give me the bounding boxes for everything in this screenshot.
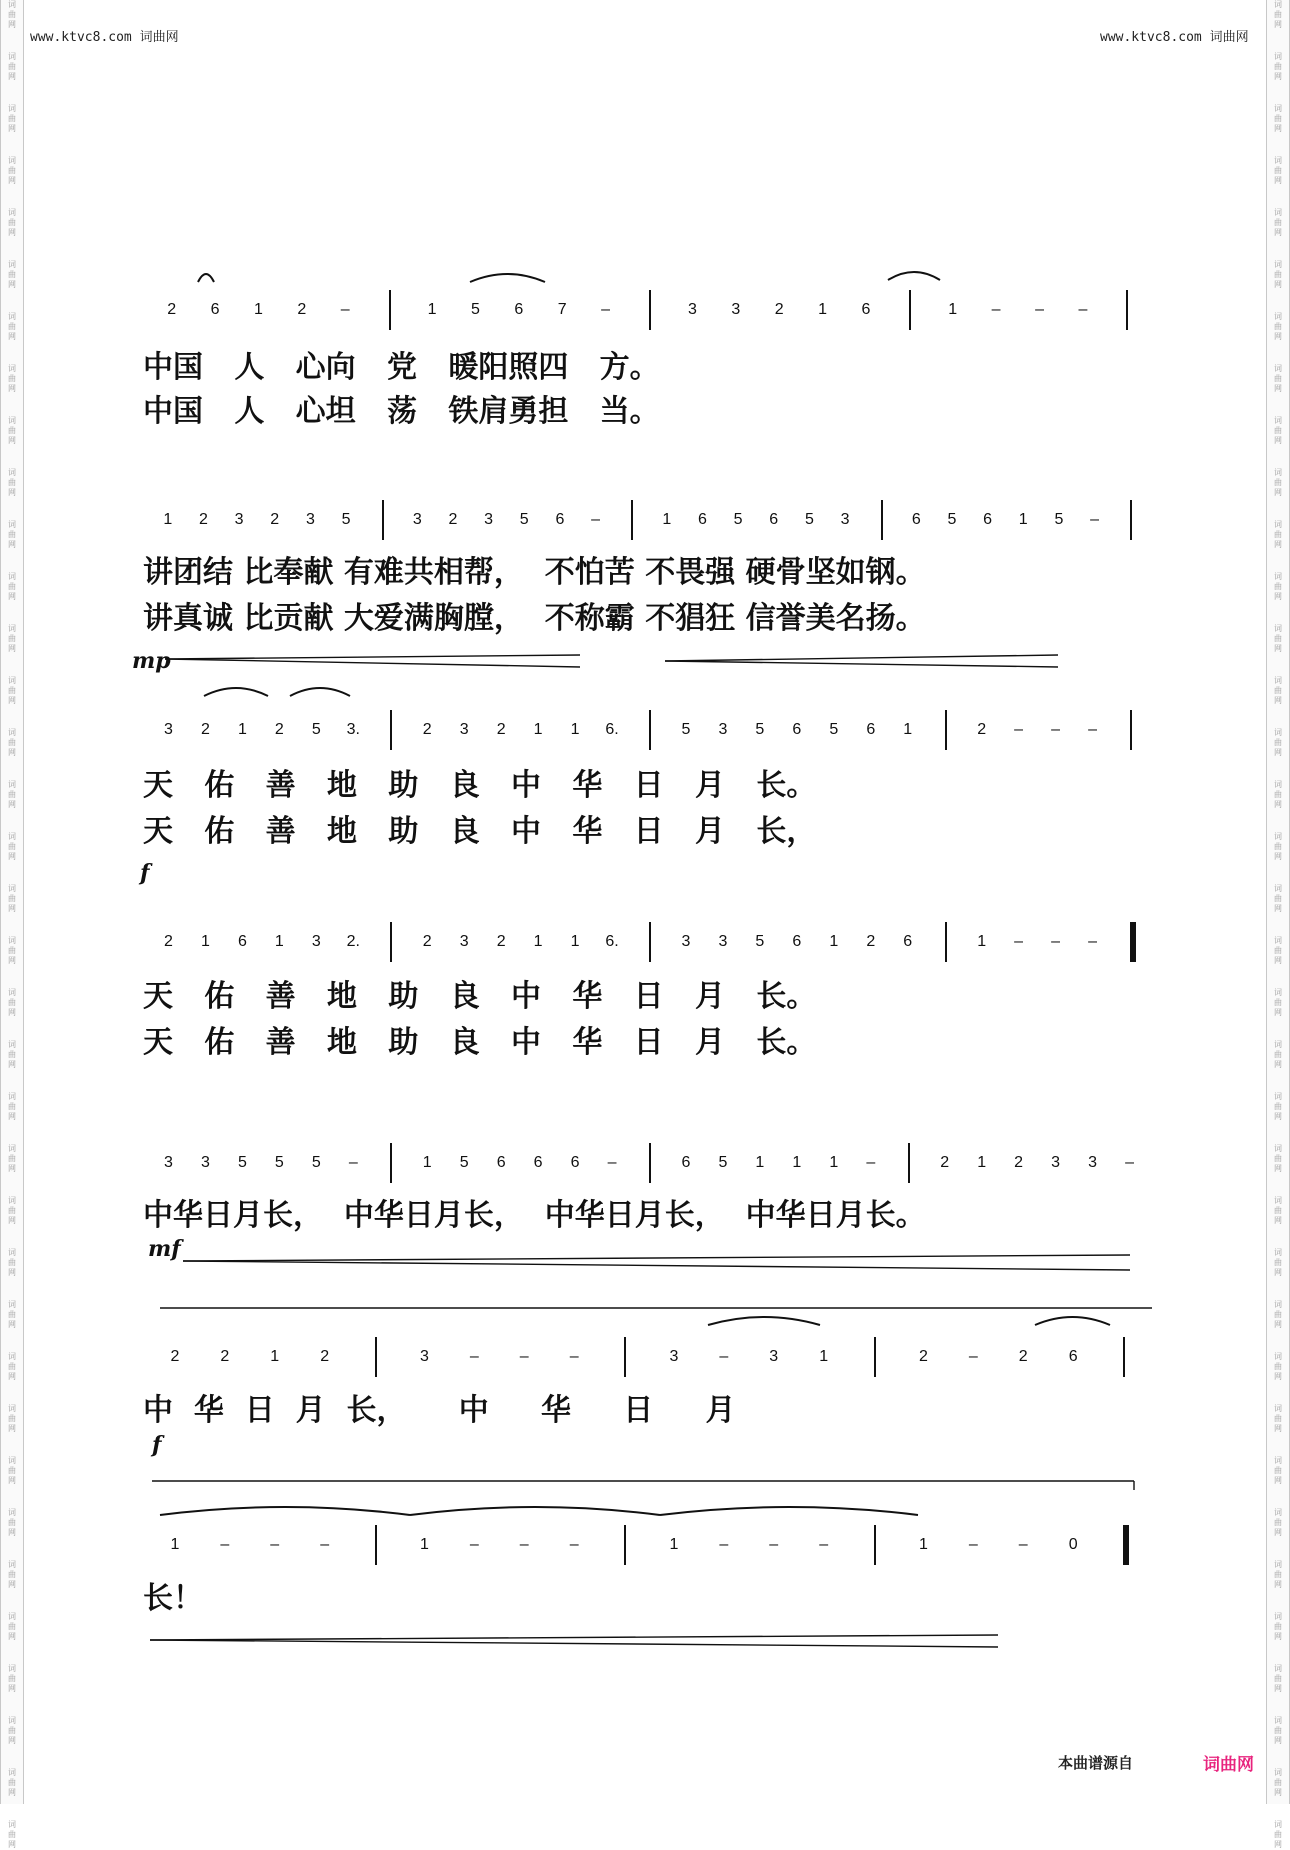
slur-arc — [470, 274, 545, 282]
watermark-text: 词 曲 网 — [1274, 936, 1282, 965]
note: 6 — [792, 933, 802, 950]
note: – — [1014, 721, 1024, 738]
watermark-text: 词 曲 网 — [1274, 208, 1282, 237]
slur-arc — [204, 688, 268, 696]
note: 2 — [200, 721, 210, 738]
note: – — [1035, 301, 1044, 318]
watermark-text: 词 曲 网 — [8, 1664, 16, 1693]
note: 6 — [1068, 1348, 1078, 1365]
watermark-text: 词 曲 网 — [8, 468, 16, 497]
watermark-text: 词 曲 网 — [1274, 468, 1282, 497]
lyric-row-3-verse-2: 天 佑 善 地 助 良 中 华 日 月 长， — [143, 814, 817, 849]
watermark-text: 词 曲 网 — [1274, 1092, 1282, 1121]
note: 6 — [903, 933, 913, 950]
note: 2 — [422, 933, 432, 950]
note: 3 — [484, 511, 494, 528]
note: 6 — [237, 933, 247, 950]
note: – — [769, 1536, 779, 1553]
watermark-text: 词 曲 网 — [1274, 676, 1282, 705]
note: 5 — [804, 511, 814, 528]
note: 2 — [170, 1348, 180, 1365]
note: 5 — [459, 1154, 469, 1171]
watermark-text: 词 曲 网 — [1274, 1248, 1282, 1277]
watermark-text: 词 曲 网 — [8, 936, 16, 965]
note: 2 — [1018, 1348, 1028, 1365]
note: 1 — [819, 1348, 829, 1365]
note: 3 — [234, 511, 244, 528]
note: 1 — [918, 1536, 928, 1553]
watermark-text: 词 曲 网 — [1274, 104, 1282, 133]
note: 1 — [570, 721, 580, 738]
note: 3 — [769, 1348, 779, 1365]
watermark-text: 词 曲 网 — [8, 624, 16, 653]
note: – — [348, 1154, 358, 1171]
note: 6 — [866, 721, 876, 738]
note: 2 — [270, 511, 280, 528]
watermark-text: 词 曲 网 — [8, 728, 16, 757]
watermark-text: 词 曲 网 — [8, 988, 16, 1017]
note: 7 — [557, 301, 567, 318]
note: 2 — [320, 1348, 330, 1365]
note: 3 — [840, 511, 850, 528]
site-header-right: www.ktvc8.com 词曲网 — [1100, 30, 1249, 45]
watermark-text: 词 曲 网 — [1274, 1196, 1282, 1225]
slur-arc — [160, 1507, 410, 1515]
dynamic-mark-f-2: f — [152, 1432, 162, 1458]
note: – — [1018, 1536, 1028, 1553]
note: 3 — [1088, 1154, 1097, 1171]
note: – — [819, 1536, 829, 1553]
watermark-text: 词 曲 网 — [1274, 1456, 1282, 1485]
note: 6 — [496, 1154, 506, 1171]
note: 1 — [1018, 511, 1028, 528]
note: 5 — [718, 1154, 728, 1171]
watermark-text: 词 曲 网 — [1274, 1404, 1282, 1433]
note: 2 — [274, 721, 284, 738]
note: 6 — [792, 721, 802, 738]
note: 1 — [163, 511, 173, 528]
note: 5 — [311, 721, 321, 738]
watermark-text: 词 曲 网 — [1274, 1040, 1282, 1069]
watermark-text: 词 曲 网 — [8, 260, 16, 289]
note: 3 — [669, 1348, 679, 1365]
footer-source-label: 本曲谱源自 — [1058, 1754, 1134, 1772]
watermark-text: 词 曲 网 — [8, 1144, 16, 1173]
note: 5 — [733, 511, 743, 528]
note: 6. — [605, 721, 619, 738]
note: 5 — [681, 721, 691, 738]
note: 3 — [1051, 1154, 1061, 1171]
note: 6 — [514, 301, 524, 318]
watermark-text: 词 曲 网 — [8, 1456, 16, 1485]
note: 3. — [346, 721, 360, 738]
watermark-text: 词 曲 网 — [8, 1820, 16, 1849]
slur-arc — [198, 274, 214, 282]
note: – — [866, 1154, 876, 1171]
dynamic-mark-mf: mf — [148, 1236, 181, 1262]
note: 1 — [669, 1536, 679, 1553]
note: 5 — [1054, 511, 1064, 528]
note: 1 — [903, 721, 913, 738]
watermark-text: 词 曲 网 — [1274, 0, 1282, 29]
watermark-text: 词 曲 网 — [1274, 1716, 1282, 1745]
watermark-text: 词 曲 网 — [1274, 572, 1282, 601]
note: 6 — [769, 511, 779, 528]
note: 3 — [687, 301, 697, 318]
note: 5 — [755, 933, 765, 950]
watermark-text: 词 曲 网 — [1274, 364, 1282, 393]
watermark-text: 词 曲 网 — [8, 1560, 16, 1589]
note: 5 — [311, 1154, 321, 1171]
watermark-text: 词 曲 网 — [8, 1196, 16, 1225]
note: – — [569, 1348, 579, 1365]
note: 3 — [164, 721, 173, 738]
lyric-row-1-verse-1: 中国 人 心向 党 暖阳照四 方。 — [143, 350, 660, 385]
note: 1 — [792, 1154, 802, 1171]
watermark-text: 词 曲 网 — [8, 156, 16, 185]
note: 6 — [861, 301, 871, 318]
note: 1 — [270, 1348, 280, 1365]
note: – — [1051, 933, 1061, 950]
watermark-text: 词 曲 网 — [8, 1092, 16, 1121]
note: 1 — [818, 301, 828, 318]
note: 2 — [977, 721, 987, 738]
note: 2 — [496, 721, 506, 738]
note: – — [1088, 933, 1097, 950]
note: – — [519, 1348, 529, 1365]
note: – — [519, 1536, 529, 1553]
watermark-text: 词 曲 网 — [1274, 884, 1282, 913]
site-header-left: www.ktvc8.com 词曲网 — [30, 30, 179, 45]
note: 3 — [459, 721, 469, 738]
watermark-text: 词 曲 网 — [8, 1352, 16, 1381]
note: – — [569, 1536, 579, 1553]
lyric-row-4-verse-1: 天 佑 善 地 助 良 中 华 日 月 长。 — [143, 979, 817, 1014]
note: – — [719, 1536, 729, 1553]
note: 1 — [254, 301, 263, 318]
watermark-text: 词 曲 网 — [1274, 780, 1282, 809]
note: 1 — [829, 1154, 839, 1171]
note: – — [968, 1536, 978, 1553]
note: 6. — [605, 933, 619, 950]
watermark-text: 词 曲 网 — [8, 884, 16, 913]
note: – — [968, 1348, 978, 1365]
note: – — [607, 1154, 617, 1171]
note: 1 — [662, 511, 672, 528]
note: 5 — [519, 511, 529, 528]
note: 3 — [200, 1154, 210, 1171]
note: – — [591, 511, 600, 528]
note: 1 — [237, 721, 247, 738]
watermark-text: 词 曲 网 — [8, 104, 16, 133]
note: – — [270, 1536, 280, 1553]
watermark-text: 词 曲 网 — [1274, 728, 1282, 757]
slur-arc — [708, 1317, 820, 1325]
note: 2 — [199, 511, 208, 528]
note: 1 — [533, 933, 543, 950]
lyric-row-3-verse-1: 天 佑 善 地 助 良 中 华 日 月 长。 — [143, 768, 817, 803]
watermark-text: 词 曲 网 — [1274, 52, 1282, 81]
lyric-row-7: 长！ — [143, 1581, 203, 1616]
dynamic-mark-f: f — [140, 860, 150, 886]
lyric-row-2-verse-1: 讲团结 比奉献 有难共相帮， 不怕苦 不畏强 硬骨坚如钢。 — [143, 555, 926, 590]
watermark-text: 词 曲 网 — [8, 1716, 16, 1745]
watermark-text: 词 曲 网 — [1274, 1560, 1282, 1589]
note: – — [469, 1348, 479, 1365]
watermark-text: 词 曲 网 — [1274, 312, 1282, 341]
note: 5 — [829, 721, 839, 738]
note: 2 — [918, 1348, 928, 1365]
note: 1 — [419, 1536, 429, 1553]
watermark-text: 词 曲 网 — [8, 1508, 16, 1537]
note: 1 — [948, 301, 958, 318]
watermark-text: 词 曲 网 — [8, 1040, 16, 1069]
note: 1 — [170, 1536, 180, 1553]
watermark-text: 词 曲 网 — [8, 208, 16, 237]
note: 5 — [947, 511, 957, 528]
watermark-text: 词 曲 网 — [1274, 624, 1282, 653]
watermark-text: 词 曲 网 — [8, 520, 16, 549]
watermark-text: 词 曲 网 — [8, 572, 16, 601]
lyric-row-4-verse-2: 天 佑 善 地 助 良 中 华 日 月 长。 — [143, 1025, 817, 1060]
watermark-text: 词 曲 网 — [1274, 156, 1282, 185]
watermark-text: 词 曲 网 — [8, 1248, 16, 1277]
note: 2 — [167, 301, 177, 318]
watermark-text: 词 曲 网 — [8, 676, 16, 705]
note: 6 — [555, 511, 565, 528]
note: – — [601, 301, 611, 318]
note: 3 — [718, 721, 728, 738]
note: 6 — [210, 301, 220, 318]
lyric-row-2-verse-2: 讲真诚 比贡献 大爱满胸膛， 不称霸 不猖狂 信誉美名扬。 — [143, 601, 926, 636]
watermark-text: 词 曲 网 — [1274, 1768, 1282, 1797]
dynamic-mark-mp: mp — [132, 648, 171, 674]
slur-arc — [1035, 1317, 1110, 1325]
slur-arc — [290, 688, 350, 696]
watermark-text: 词 曲 网 — [8, 0, 16, 29]
note: – — [340, 301, 350, 318]
watermark-text: 词 曲 网 — [1274, 1820, 1282, 1849]
lyric-row-6: 中 华 日 月 长， 中 华 日 月 — [143, 1393, 736, 1428]
slur-arc — [660, 1507, 918, 1515]
watermark-text: 词 曲 网 — [8, 364, 16, 393]
note: – — [1014, 933, 1024, 950]
note: 5 — [470, 301, 480, 318]
note: – — [719, 1348, 729, 1365]
note: 2 — [940, 1154, 950, 1171]
watermark-text: 词 曲 网 — [1274, 1144, 1282, 1173]
note: – — [1088, 721, 1097, 738]
note: 2 — [866, 933, 876, 950]
note: 3 — [681, 933, 691, 950]
note: 2. — [346, 933, 360, 950]
note: 1 — [570, 933, 580, 950]
watermark-text: 词 曲 网 — [8, 832, 16, 861]
note: 3 — [731, 301, 741, 318]
watermark-text: 词 曲 网 — [1274, 1352, 1282, 1381]
note: 1 — [977, 1154, 987, 1171]
watermark-text: 词 曲 网 — [1274, 260, 1282, 289]
note: 1 — [274, 933, 284, 950]
note: 1 — [422, 1154, 432, 1171]
note: – — [1078, 301, 1088, 318]
slur-arc — [888, 272, 940, 280]
watermark-text: 词 曲 网 — [8, 312, 16, 341]
note: 2 — [448, 511, 458, 528]
note: 1 — [200, 933, 210, 950]
watermark-text: 词 曲 网 — [1274, 1300, 1282, 1329]
watermark-text: 词 曲 网 — [1274, 832, 1282, 861]
note: – — [1051, 721, 1061, 738]
watermark-text: 词 曲 网 — [8, 780, 16, 809]
note: 2 — [164, 933, 173, 950]
note: 3 — [459, 933, 469, 950]
note: 0 — [1068, 1536, 1078, 1553]
watermark-text: 词 曲 网 — [1274, 416, 1282, 445]
watermark-text: 词 曲 网 — [1274, 1508, 1282, 1537]
watermark-text: 词 曲 网 — [1274, 1664, 1282, 1693]
watermark-text: 词 曲 网 — [8, 1404, 16, 1433]
watermark-text: 词 曲 网 — [8, 1300, 16, 1329]
watermark-text: 词 曲 网 — [1274, 520, 1282, 549]
watermark-text: 词 曲 网 — [8, 416, 16, 445]
note: 6 — [681, 1154, 691, 1171]
note: 5 — [755, 721, 765, 738]
note: 6 — [983, 511, 993, 528]
slur-arc — [410, 1507, 660, 1515]
note: 1 — [977, 933, 987, 950]
note: 2 — [422, 721, 432, 738]
note: 5 — [341, 511, 351, 528]
note: 6 — [533, 1154, 543, 1171]
note: 3 — [412, 511, 422, 528]
note: 3 — [419, 1348, 429, 1365]
note: – — [991, 301, 1001, 318]
note: 1 — [755, 1154, 765, 1171]
note: – — [220, 1536, 230, 1553]
note: 6 — [911, 511, 921, 528]
note: – — [469, 1536, 479, 1553]
note: 6 — [570, 1154, 580, 1171]
watermark-text: 词 曲 网 — [1274, 1612, 1282, 1641]
watermark-text: 词 曲 网 — [8, 52, 16, 81]
note: 2 — [1014, 1154, 1024, 1171]
watermark-text: 词 曲 网 — [8, 1612, 16, 1641]
note: 3 — [718, 933, 728, 950]
note: – — [1125, 1154, 1134, 1171]
note: 1 — [829, 933, 839, 950]
note: 2 — [220, 1348, 230, 1365]
watermark-text: 词 曲 网 — [8, 1768, 16, 1797]
note: 3 — [305, 511, 315, 528]
lyric-row-5: 中华日月长， 中华日月长， 中华日月长， 中华日月长。 — [143, 1198, 926, 1233]
note: 6 — [698, 511, 707, 528]
note: 5 — [237, 1154, 247, 1171]
note: 3 — [164, 1154, 173, 1171]
note: 2 — [774, 301, 784, 318]
note: 3 — [311, 933, 321, 950]
note: 5 — [274, 1154, 284, 1171]
footer-brand-link[interactable]: 词曲网 — [1203, 1755, 1254, 1775]
note: – — [1090, 511, 1099, 528]
watermark-text: 词 曲 网 — [1274, 988, 1282, 1017]
note: 2 — [297, 301, 307, 318]
note: 1 — [427, 301, 437, 318]
lyric-row-1-verse-2: 中国 人 心坦 荡 铁肩勇担 当。 — [143, 394, 660, 429]
note: – — [320, 1536, 330, 1553]
note: 2 — [496, 933, 506, 950]
note: 1 — [533, 721, 543, 738]
